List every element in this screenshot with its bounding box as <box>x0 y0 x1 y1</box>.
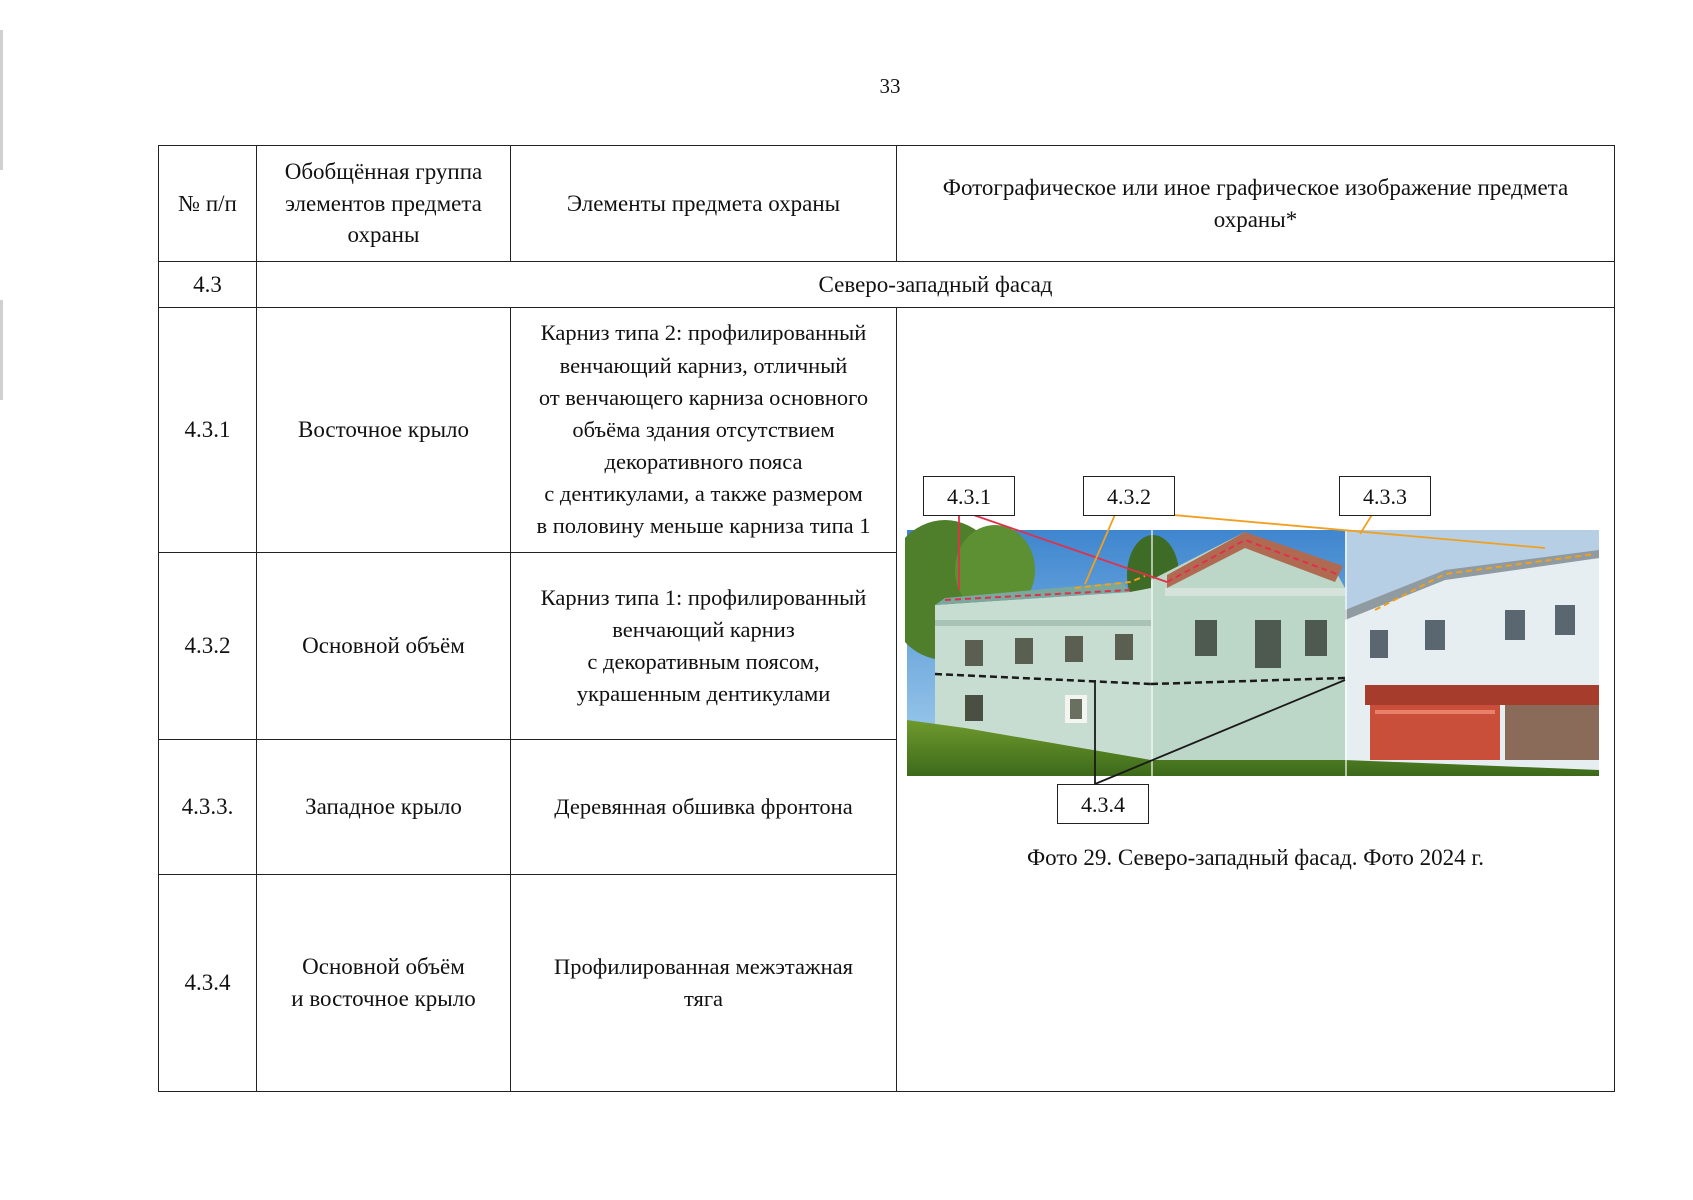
protection-table <box>158 145 1615 1092</box>
row-number: 4.3.2 <box>159 553 257 740</box>
text-line: украшенным дентикулами <box>576 681 831 707</box>
text-line: Карниз типа 1: профилированный <box>540 584 867 610</box>
scan-edge <box>0 300 3 400</box>
section-number: 4.3 <box>159 262 257 308</box>
scan-edge <box>0 30 3 170</box>
text-line: Профилированная межэтажная <box>554 953 853 979</box>
text-line: от венчающего карниза основного <box>538 384 869 410</box>
row-element <box>511 553 897 740</box>
header-image: Фотографическое или иное графическое изображение предмета охраны* <box>897 146 1615 262</box>
text-line: Деревянная обшивка фронтона <box>554 793 853 819</box>
text-line: и восточное крыло <box>291 986 476 1011</box>
label-4-3-2: 4.3.2 <box>1083 476 1175 516</box>
facade-photo <box>905 470 1603 870</box>
section-title: Северо-западный фасад <box>257 262 1615 308</box>
row-group <box>257 875 511 1092</box>
text-line: тяга <box>683 986 724 1011</box>
text-line: с дентикулами, а также размером <box>544 481 863 507</box>
text-line: Основной объём <box>302 954 465 980</box>
row-element <box>511 308 897 553</box>
text-line: объёма здания отсутствием <box>572 416 835 442</box>
row-number: 4.3.1 <box>159 308 257 553</box>
text-line: венчающий карниз, отличный <box>559 352 848 378</box>
page-number: 33 <box>879 74 901 98</box>
label-4-3-1: 4.3.1 <box>923 476 1015 516</box>
text-line: в половину меньше карниза типа 1 <box>536 513 871 539</box>
section-row <box>159 262 1615 308</box>
header-elements: Элементы предмета охраны <box>511 146 897 262</box>
row-group: Восточное крыло <box>257 308 511 553</box>
row-group: Западное крыло <box>257 740 511 875</box>
header-number: № п/п <box>159 146 257 262</box>
text-line: декоративного пояса <box>604 449 803 475</box>
text-line: венчающий карниз <box>612 616 795 642</box>
table-header-row <box>159 146 1615 262</box>
text-line: с декоративным поясом, <box>587 649 820 674</box>
photo-cell <box>897 308 1615 1092</box>
label-4-3-3: 4.3.3 <box>1339 476 1431 516</box>
table-row <box>159 308 1615 553</box>
text-line: Карниз типа 2: профилированный <box>540 320 867 346</box>
row-group: Основной объём <box>257 553 511 740</box>
row-number: 4.3.3. <box>159 740 257 875</box>
header-group: Обобщённая группа элементов предмета охраны <box>257 146 511 262</box>
figure-caption: Фото 29. Северо-западный фасад. Фото 2024 г. <box>1026 845 1485 870</box>
label-4-3-4: 4.3.4 <box>1057 784 1149 824</box>
row-number: 4.3.4 <box>159 875 257 1092</box>
row-element <box>511 875 897 1092</box>
row-element <box>511 740 897 875</box>
facade-figure <box>905 470 1603 870</box>
